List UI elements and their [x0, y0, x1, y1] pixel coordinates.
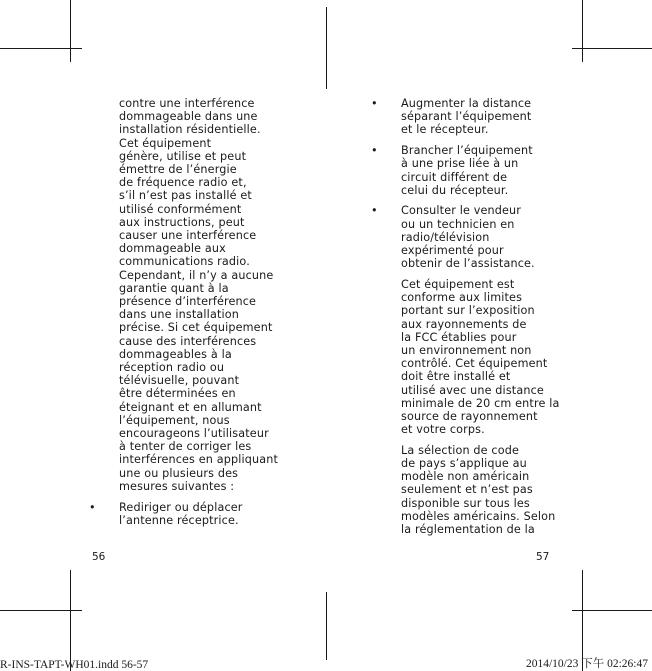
crop-mark-top-center [326, 7, 327, 89]
text-line: La sélection de code [401, 443, 520, 457]
page-number-left: 56 [92, 551, 106, 563]
text-line: l’antenne réceptrice. [119, 513, 239, 527]
bullet-item [89, 500, 278, 527]
bullet-marker: • [89, 500, 96, 514]
text-line: utilisé conformément [119, 202, 242, 216]
text-line: doit être installé et [401, 370, 511, 384]
text-line: contre une interférence [119, 97, 255, 110]
text-line: causer une interférence [119, 229, 257, 243]
text-line: celui du récepteur. [401, 183, 509, 197]
left-page-paragraph [119, 97, 278, 493]
crop-mark-bottom-left-horizontal [0, 610, 82, 611]
bullet-item [371, 97, 559, 137]
crop-mark-top-left-vertical [70, 0, 71, 62]
text-line: mesures suivantes : [119, 479, 235, 493]
text-line: télévisuelle, pouvant [119, 374, 240, 388]
text-line: conforme aux limites [401, 291, 523, 305]
text-line: aux instructions, peut [119, 215, 245, 229]
text-line: garantie quant à la [119, 281, 229, 295]
text-line: séparant l’équipement [401, 110, 532, 124]
crop-mark-bottom-center [326, 592, 327, 660]
text-line: seulement et n’est pas [401, 483, 533, 497]
text-line: expérimenté pour [401, 244, 504, 258]
text-line: à tenter de corriger les [119, 440, 252, 454]
crop-mark-top-right-horizontal [572, 48, 652, 49]
text-line: installation résidentielle. [119, 123, 261, 137]
text-line: interférences en appliquant [119, 453, 279, 467]
text-line: modèle non américain [401, 470, 530, 484]
text-line: obtenir de l’assistance. [401, 257, 535, 271]
text-line: dommageable aux [119, 242, 226, 256]
text-line: de pays s’applique au [401, 457, 527, 471]
bullet-item [371, 144, 559, 197]
crop-mark-bottom-right-horizontal [572, 610, 652, 611]
bullet-item [371, 204, 559, 271]
text-line: Augmenter la distance [401, 97, 532, 110]
text-line: Brancher l’équipement [401, 144, 533, 158]
country-code-paragraph [401, 444, 559, 536]
text-line: encourageons l’utilisateur [119, 427, 269, 441]
text-line: et le récepteur. [401, 123, 489, 137]
text-line: éteignant et en allumant [119, 400, 262, 414]
text-line: disponible sur tous les [401, 496, 530, 510]
crop-mark-bottom-left-vertical [70, 570, 71, 671]
text-line: Cet équipement [119, 136, 212, 150]
text-line: à une prise liée à un [401, 157, 519, 171]
text-line: dans une installation [119, 308, 239, 322]
text-line: réception radio ou [119, 361, 225, 375]
text-line: aux rayonnements de [401, 317, 527, 331]
crop-mark-top-right-vertical [582, 0, 583, 62]
bullet-marker: • [371, 204, 378, 218]
text-line: radio/télévision [401, 230, 490, 244]
slug-date-time: 2014/10/23 下午 02:26:47 [525, 658, 648, 670]
text-line: un environnement non [401, 343, 532, 357]
text-line: une ou plusieurs des [119, 466, 239, 480]
bullet-marker: • [371, 144, 378, 158]
text-line: la FCC établies pour [401, 330, 517, 344]
text-line: Cet équipement est [401, 277, 515, 291]
text-line: génère, utilise et peut [119, 149, 247, 163]
text-line: cause des interférences [119, 334, 257, 348]
text-line: source de rayonnement [401, 409, 538, 423]
text-line: Rediriger ou déplacer [119, 500, 243, 514]
text-line: Consulter le vendeur [401, 204, 522, 218]
text-line: l’équipement, nous [119, 413, 230, 427]
text-line: contrôlé. Cet équipement [401, 357, 548, 371]
text-line: circuit différent de [401, 170, 508, 184]
rf-exposure-paragraph [401, 278, 559, 436]
text-line: dommageables à la [119, 347, 232, 361]
text-line: utilisé avec une distance [401, 383, 544, 397]
right-page-column [371, 97, 560, 537]
text-line: Cependant, il n’y a aucune [119, 268, 274, 282]
text-line: portant sur l’exposition [401, 304, 535, 318]
text-line: de fréquence radio et, [119, 176, 247, 190]
text-line: précise. Si cet équipement [119, 321, 273, 335]
text-line: communications radio. [119, 255, 250, 269]
text-line: dommageable dans une [119, 110, 258, 124]
text-line: la réglementation de la [401, 523, 535, 537]
text-line: ou un technicien en [401, 217, 515, 231]
text-line: être déterminées en [119, 387, 236, 401]
text-line: modèles américains. Selon [401, 509, 556, 523]
left-page-column [89, 97, 279, 527]
text-line: émettre de l’énergie [119, 163, 237, 177]
page-number-right: 57 [536, 551, 550, 563]
slug-file-info: R-INS-TAPT-WH01.indd 56-57 [0, 659, 149, 671]
crop-mark-top-left-horizontal [0, 48, 82, 49]
text-line: minimale de 20 cm entre la [401, 396, 560, 410]
text-line: et votre corps. [401, 423, 485, 437]
bullet-marker: • [371, 97, 378, 110]
text-line: s’il n’est pas installé et [119, 189, 252, 203]
text-line: présence d’interférence [119, 295, 257, 309]
